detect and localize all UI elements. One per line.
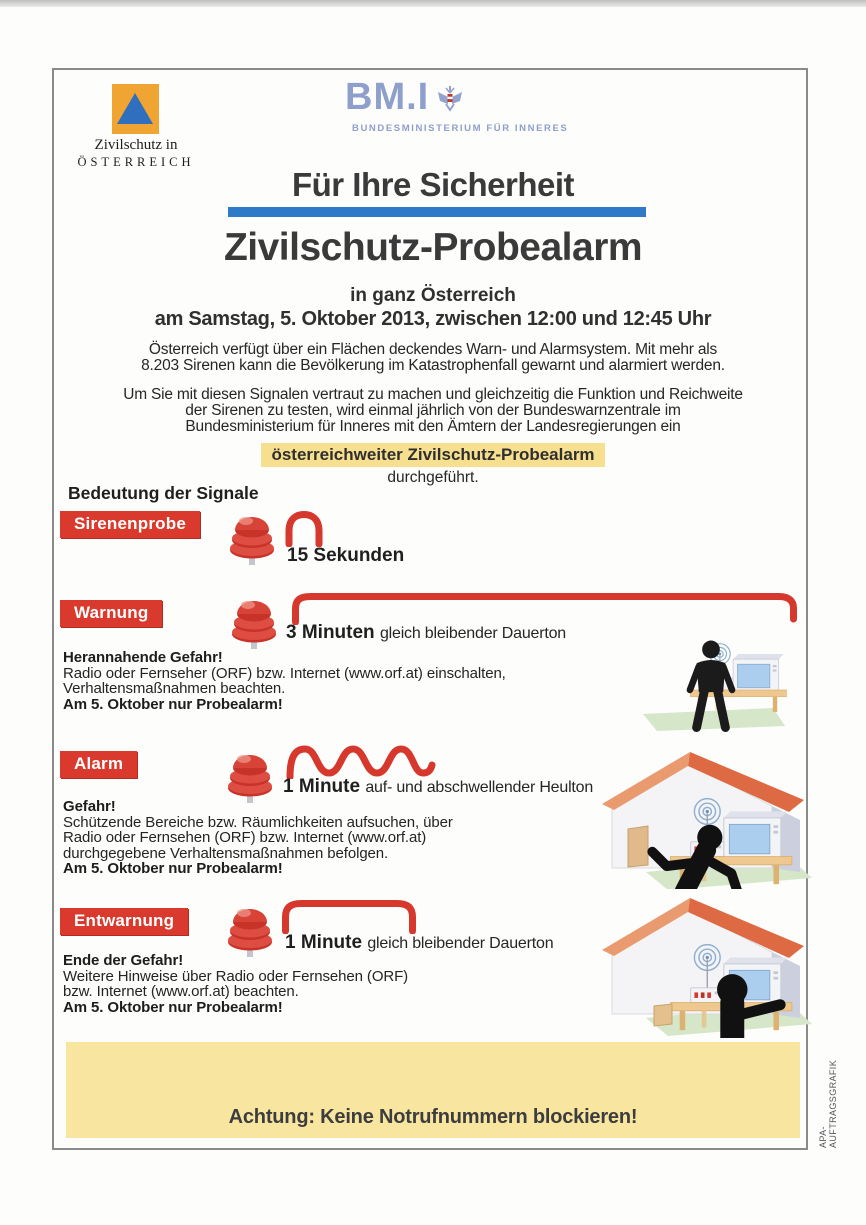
entwarnung-line1: Weitere Hinweise über Radio oder Fernsehen (ORF) (63, 967, 409, 985)
wailing-tone-icon (285, 744, 438, 779)
zivilschutz-logo-line2: ÖSTERREICH (77, 155, 195, 169)
eagle-icon (437, 84, 463, 114)
entwarnung-description (63, 953, 608, 1015)
zivilschutz-logo-icon (112, 84, 159, 134)
intro-p2-line1: Um Sie mit diesen Signalen vertraut zu machen und gleichzeitig die Funktion und Reichweite (123, 386, 743, 403)
duration-value: 1 Minute (283, 776, 361, 797)
signals-heading: Bedeutung der Signale (68, 483, 259, 503)
duration-tone: gleich bleibender Dauerton (379, 625, 566, 642)
blue-divider-bar (228, 207, 646, 217)
warnung-line1: Radio oder Fernseher (ORF) bzw. Internet (www.orf.at) einschalten, (63, 664, 506, 682)
siren-icon (229, 508, 275, 566)
bmi-logo-text: BM.I (345, 76, 430, 118)
signal-badge-warnung: Warnung (60, 600, 162, 627)
duration-value: 1 Minute (285, 932, 363, 953)
alarm-description (63, 799, 608, 877)
triangle-logo-icon (117, 93, 153, 124)
warnung-heading: Herannahende Gefahr! (63, 649, 223, 666)
warnung-line2: Verhaltensmaßnahmen beachten. (63, 680, 286, 697)
short-tone-icon (284, 510, 324, 547)
date-line: am Samstag, 5. Oktober 2013, zwischen 12:00 und 12:45 Uhr (154, 308, 712, 330)
footer-warning-box (66, 1042, 800, 1138)
bmi-logo-subtitle: BUNDESMINISTERIUM FÜR INNERES (352, 123, 569, 134)
intro-p1-line2: 8.203 Sirenen kann die Bevölkerung im Katastrophenfall gewarnt und alarmiert werden. (141, 356, 725, 374)
entwarnung-line2: bzw. Internet (www.orf.at) beachten. (63, 983, 299, 1000)
siren-icon (227, 900, 273, 958)
intro-p2-line3: Bundesministerium für Inneres mit den Ämtern der Landesregierungen ein (185, 417, 681, 435)
siren-icon (227, 746, 273, 804)
intro-p2-line2: der Sirenen zu testen, wird einmal jährlich von der Bundeswarnzentrale im (185, 401, 681, 419)
signal-badge-entwarnung: Entwarnung (60, 908, 188, 935)
credit-text: APA-AUFTRAGSGRAFIK (818, 1059, 838, 1148)
entwarnung-heading: Ende der Gefahr! (63, 952, 184, 969)
tagline: Für Ihre Sicherheit (291, 166, 575, 203)
zivilschutz-logo-line1: Zivilschutz in (94, 137, 178, 153)
duration-value: 3 Minuten (286, 622, 375, 643)
alarm-line3: durchgegebene Verhaltensmaßnahmen befolgen. (63, 844, 389, 862)
duration-value: 15 Sekunden (287, 545, 405, 566)
highlight-row (60, 445, 806, 465)
warnung-description (63, 650, 608, 712)
signal-badge-sirenenprobe: Sirenenprobe (60, 511, 200, 538)
alarm-heading: Gefahr! (63, 798, 116, 815)
intro-p1-line1: Österreich verfügt über ein Flächen deckendes Warn- und Alarmsystem. Mit mehr als (148, 341, 718, 358)
region-line: in ganz Österreich (350, 285, 516, 306)
signal-duration-entwarnung (285, 932, 553, 954)
alarm-line2: Radio oder Fernsehen (ORF) bzw. Internet (www.orf.at) (63, 829, 427, 846)
page-title: Zivilschutz-Probealarm (223, 226, 643, 269)
signal-duration-sirenenprobe (287, 545, 404, 567)
continuous-tone-long-icon (291, 592, 798, 625)
alarm-line1: Schützende Bereiche bzw. Räumlichkeiten aufsuchen, über (63, 813, 453, 831)
entwarnung-house-illustration (596, 888, 822, 1038)
entwarnung-note: Am 5. Oktober nur Probealarm! (63, 998, 283, 1016)
signal-duration-alarm (283, 776, 593, 798)
highlighted-text: österreichweiter Zivilschutz-Probealarm (261, 443, 604, 467)
intro-paragraph-1 (80, 342, 786, 374)
alarm-house-illustration (596, 741, 822, 889)
intro-paragraph-2 (80, 387, 786, 435)
warnung-illustration (627, 634, 787, 732)
signal-duration-warnung (286, 622, 566, 644)
warnung-note: Am 5. Oktober nur Probealarm! (63, 695, 283, 713)
signal-badge-alarm: Alarm (60, 751, 137, 778)
footer-warning-text: Achtung: Keine Notrufnummern blockieren! (228, 1106, 638, 1128)
continuous-tone-icon (281, 899, 417, 934)
duration-tone: gleich bleibender Dauerton (367, 935, 554, 952)
duration-tone: auf- und abschwellender Heulton (365, 779, 594, 796)
scan-artifact-top (0, 0, 866, 7)
alarm-note: Am 5. Oktober nur Probealarm! (63, 860, 283, 877)
siren-icon (231, 592, 277, 650)
intro-closing: durchgeführt. (387, 469, 479, 486)
